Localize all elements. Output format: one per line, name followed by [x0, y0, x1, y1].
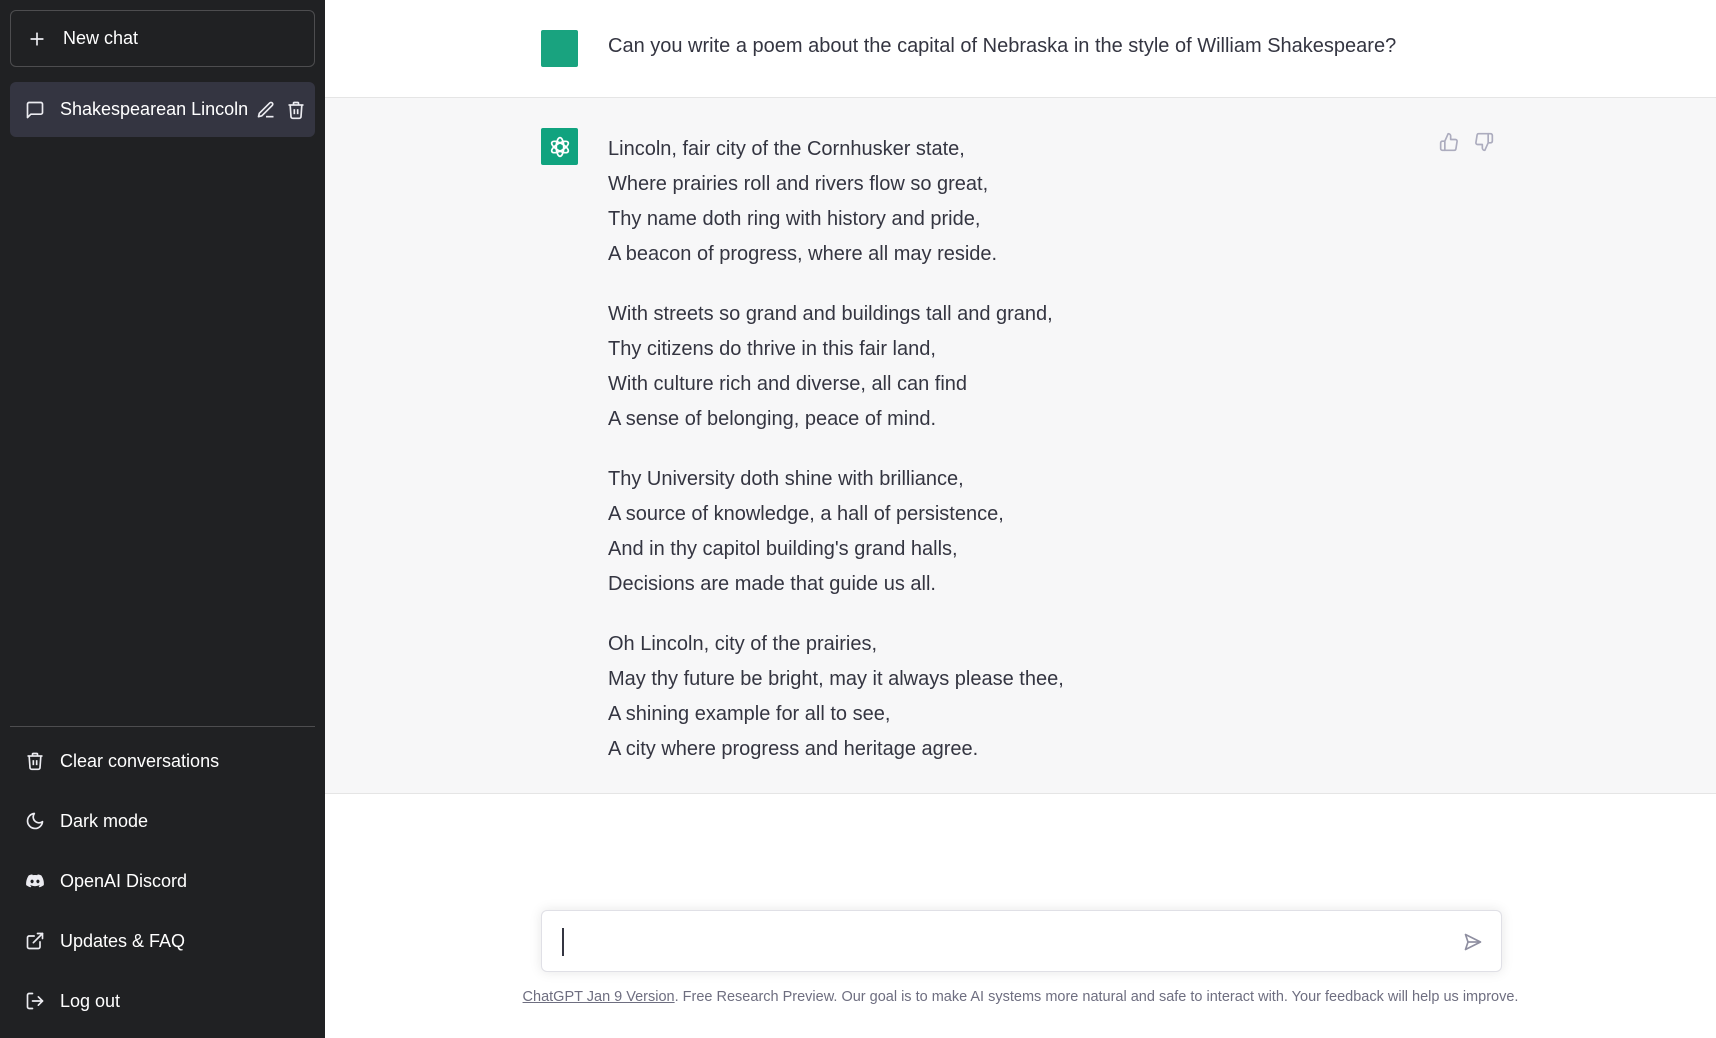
sidebar [0, 0, 325, 1038]
conversation-item[interactable] [10, 82, 315, 137]
dark-mode-button[interactable] [10, 796, 315, 846]
chat-bubble-icon [25, 100, 45, 120]
thumbs-up-button[interactable] [1437, 130, 1461, 154]
moon-icon [25, 811, 45, 831]
chat-main [325, 0, 1716, 1038]
clear-conversations-label: Clear conversations [60, 750, 220, 771]
new-chat-button[interactable] [10, 10, 315, 67]
dark-mode-label: Dark mode [60, 810, 149, 831]
new-chat-label: New chat [63, 28, 139, 48]
sidebar-divider [10, 726, 315, 727]
poem-line: And in thy capitol building's grand halls, [608, 538, 958, 560]
trash-icon [286, 100, 306, 120]
poem-line: Thy University doth shine with brilliance, [608, 468, 964, 490]
trash-icon [25, 751, 45, 771]
assistant-message-row [325, 98, 1716, 794]
poem-line: With streets so grand and buildings tall and grand, [608, 303, 1053, 325]
clear-conversations-button[interactable] [10, 736, 315, 786]
thumbs-up-icon [1439, 132, 1459, 152]
poem-line: Decisions are made that guide us all. [608, 573, 936, 595]
user-message-text: Can you write a poem about the capital of Nebraska in the style of William Shakespeare? [608, 35, 1397, 57]
version-link[interactable]: ChatGPT Jan 9 Version [522, 989, 675, 1005]
poem-stanza [608, 297, 1368, 437]
pencil-icon [256, 100, 276, 120]
updates-faq-link[interactable] [10, 916, 315, 966]
user-message-row [325, 0, 1716, 98]
poem-line: A city where progress and heritage agree. [608, 738, 979, 760]
footer-text: . Free Research Preview. Our goal is to make AI systems more natural and safe to interact with. Your feedback will help us improve. [674, 989, 1519, 1005]
send-button[interactable] [1461, 930, 1485, 954]
edit-conversation-button[interactable] [255, 99, 277, 121]
log-out-button[interactable] [10, 976, 315, 1026]
poem-line: Oh Lincoln, city of the prairies, [608, 633, 878, 655]
footer-disclaimer [325, 989, 1716, 1005]
user-avatar [541, 30, 578, 67]
poem-line: A shining example for all to see, [608, 703, 891, 725]
thumbs-down-button[interactable] [1472, 130, 1496, 154]
assistant-avatar [541, 128, 578, 165]
poem-line: Where prairies roll and rivers flow so great, [608, 173, 989, 195]
poem-line: Lincoln, fair city of the Cornhusker state, [608, 138, 965, 160]
discord-icon [25, 871, 45, 891]
conversation-title: Shakespearean Lincoln [60, 99, 249, 119]
poem-stanza [608, 132, 1368, 272]
thumbs-down-icon [1474, 132, 1494, 152]
poem-line: Thy name doth ring with history and pride, [608, 208, 981, 230]
poem-line: With culture rich and diverse, all can find [608, 373, 968, 395]
logout-icon [25, 991, 45, 1011]
plus-icon [27, 29, 47, 49]
message-input-box[interactable] [541, 910, 1502, 972]
assistant-message-text [608, 132, 1368, 792]
poem-stanza [608, 462, 1368, 602]
openai-logo-icon [546, 133, 574, 161]
log-out-label: Log out [60, 990, 121, 1011]
poem-line: A sense of belonging, peace of mind. [608, 408, 937, 430]
openai-discord-link[interactable] [10, 856, 315, 906]
message-input[interactable] [560, 925, 1440, 959]
poem-line: A beacon of progress, where all may reside. [608, 243, 998, 265]
send-icon [1463, 932, 1483, 952]
updates-faq-label: Updates & FAQ [60, 930, 186, 951]
text-caret [562, 928, 564, 956]
poem-line: A source of knowledge, a hall of persistence, [608, 503, 1004, 525]
poem-line: Thy citizens do thrive in this fair land, [608, 338, 936, 360]
external-link-icon [25, 931, 45, 951]
poem-stanza [608, 627, 1368, 767]
openai-discord-label: OpenAI Discord [60, 870, 188, 891]
delete-conversation-button[interactable] [285, 99, 307, 121]
poem-line: May thy future be bright, may it always please thee, [608, 668, 1064, 690]
